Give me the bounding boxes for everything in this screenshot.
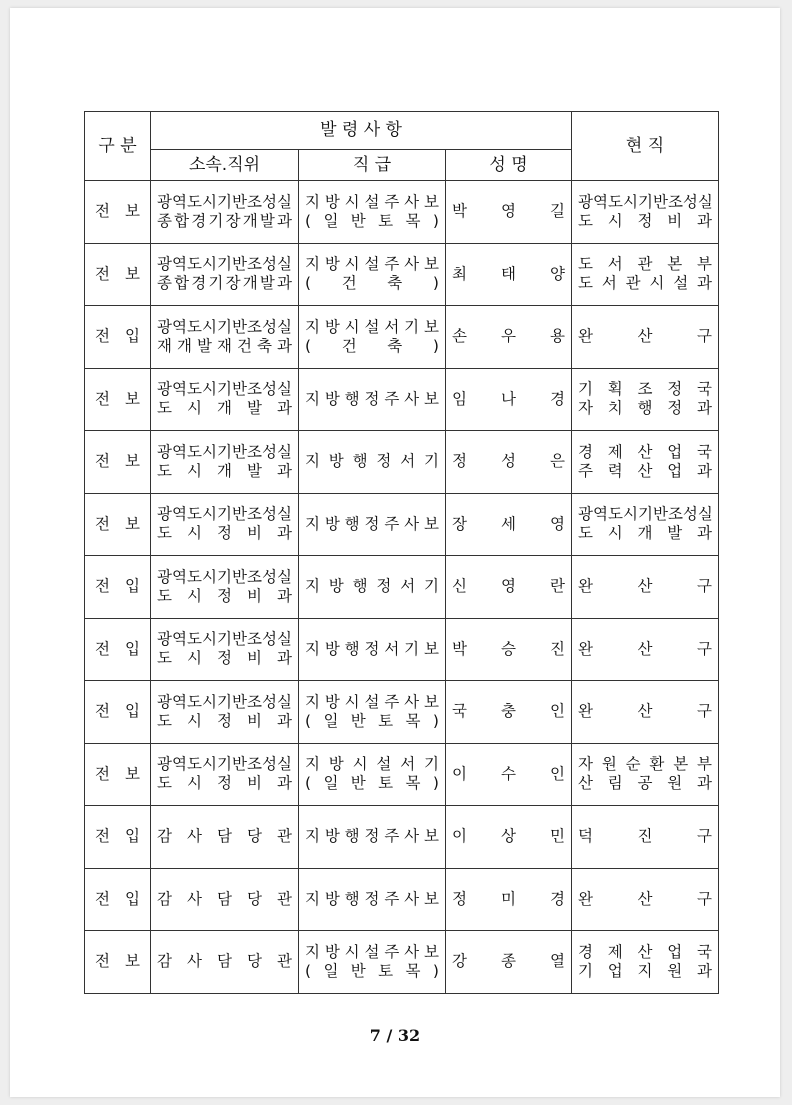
cell-name [446,868,572,931]
cell-current [572,243,719,306]
table-row [85,306,719,369]
affiliation-line: 광 역 도 시 기 반 조 성 실 [157,630,292,649]
affiliation-line: 도 시 정 비 과 [157,711,292,730]
current-line: 완 산 구 [578,577,713,596]
cell-current [572,868,719,931]
affiliation-line: 종 합 경 기 장 개 발 과 [157,274,292,293]
cell-name [446,368,572,431]
current-line: 도 서 관 시 설 과 [578,274,712,293]
cell-name [446,743,572,806]
current-line: 기 업 지 원 과 [578,961,713,980]
cell-gubun [85,868,151,931]
grade-line: 지 방 행 정 서 기 [305,452,439,471]
cell-affiliation [151,556,299,619]
affiliation-line: 광 역 도 시 기 반 조 성 실 [157,442,292,461]
cell-current [572,556,719,619]
cell-grade [299,868,446,931]
header-gubun: 구 분 [85,112,151,181]
affiliation-line: 종 합 경 기 장 개 발 과 [157,211,292,230]
header-name: 성 명 [446,150,572,181]
cell-grade [299,431,446,494]
grade-line: 지 방 행 정 서 기 보 [305,639,439,658]
cell-current [572,368,719,431]
cell-affiliation [151,806,299,869]
grade-line: ( 일 반 토 목 ) [305,774,439,793]
table-row [85,681,719,744]
grade-line: ( 일 반 토 목 ) [305,961,439,980]
gubun-text: 전 입 [95,827,140,846]
affiliation-line: 광 역 도 시 기 반 조 성 실 [157,755,292,774]
personnel-order-table [84,111,719,994]
grade-line: 지 방 행 정 서 기 [305,577,439,596]
gubun-text: 전 입 [95,702,140,721]
cell-affiliation [151,493,299,556]
grade-line: ( 건 축 ) [305,336,439,355]
affiliation-line: 도 시 정 비 과 [157,524,292,543]
cell-affiliation [151,618,299,681]
affiliation-line: 도 시 개 발 과 [157,461,292,480]
gubun-text: 전 보 [95,764,140,783]
cell-gubun [85,681,151,744]
cell-name [446,618,572,681]
grade-line: 지 방 시 설 주 사 보 [305,692,439,711]
grade-line: 지 방 행 정 주 사 보 [305,389,439,408]
affiliation-line: 감 사 담 당 관 [157,952,292,971]
table-row [85,743,719,806]
current-line: 자 치 행 정 과 [578,399,713,418]
cell-name [446,806,572,869]
grade-line: 지 방 시 설 서 기 보 [305,317,439,336]
affiliation-line: 광 역 도 시 기 반 조 성 실 [157,317,292,336]
cell-name [446,556,572,619]
affiliation-line: 감 사 담 당 관 [157,827,292,846]
cell-grade [299,806,446,869]
name-text: 박 영 길 [452,202,566,221]
current-line: 경 제 산 업 국 [578,942,713,961]
cell-affiliation [151,181,299,244]
affiliation-line: 도 시 정 비 과 [157,774,292,793]
cell-current [572,681,719,744]
cell-affiliation [151,431,299,494]
affiliation-line: 광 역 도 시 기 반 조 성 실 [157,380,292,399]
cell-current [572,431,719,494]
header-row-top [85,112,719,150]
cell-affiliation [151,743,299,806]
cell-gubun [85,493,151,556]
grade-line: 지 방 시 설 서 기 [305,755,439,774]
name-text: 신 영 란 [452,577,566,596]
cell-name [446,931,572,994]
gubun-text: 전 보 [95,202,140,221]
name-text: 박 승 진 [452,639,566,658]
cell-gubun [85,431,151,494]
name-text: 정 성 은 [452,452,566,471]
grade-line: ( 일 반 토 목 ) [305,211,439,230]
cell-affiliation [151,868,299,931]
table-row [85,181,719,244]
table-row [85,868,719,931]
table-row [85,368,719,431]
table-row [85,618,719,681]
cell-current [572,306,719,369]
gubun-text: 전 보 [95,514,140,533]
cell-current [572,806,719,869]
gubun-text: 전 보 [95,264,140,283]
cell-gubun [85,368,151,431]
cell-name [446,493,572,556]
grade-line: 지 방 행 정 주 사 보 [305,514,439,533]
header-grade: 직 급 [299,150,446,181]
grade-line: 지 방 행 정 주 사 보 [305,827,439,846]
affiliation-line: 광 역 도 시 기 반 조 성 실 [157,692,292,711]
cell-grade [299,493,446,556]
cell-gubun [85,243,151,306]
cell-gubun [85,181,151,244]
cell-affiliation [151,681,299,744]
current-line: 도 시 개 발 과 [578,524,713,543]
current-line: 자 원 순 환 본 부 [578,755,712,774]
gubun-text: 전 보 [95,952,140,971]
table-row [85,243,719,306]
cell-current [572,618,719,681]
current-line: 기 획 조 정 국 [578,380,713,399]
cell-grade [299,181,446,244]
affiliation-line: 도 시 개 발 과 [157,399,292,418]
cell-gubun [85,743,151,806]
cell-name [446,681,572,744]
current-line: 주 력 산 업 과 [578,461,713,480]
affiliation-line: 광 역 도 시 기 반 조 성 실 [157,567,292,586]
current-line: 광 역 도 시 기 반 조 성 실 [578,192,713,211]
current-line: 도 시 정 비 과 [578,211,713,230]
grade-line: 지 방 시 설 주 사 보 [305,942,439,961]
affiliation-line: 광 역 도 시 기 반 조 성 실 [157,255,292,274]
current-line: 완 산 구 [578,702,713,721]
current-line: 완 산 구 [578,889,713,908]
table-row [85,556,719,619]
cell-grade [299,368,446,431]
current-line: 완 산 구 [578,639,713,658]
gubun-text: 전 입 [95,639,140,658]
name-text: 정 미 경 [452,889,566,908]
current-line: 완 산 구 [578,327,713,346]
name-text: 최 태 양 [452,264,566,283]
current-line: 도 서 관 본 부 [578,255,713,274]
cell-current [572,493,719,556]
cell-grade [299,931,446,994]
affiliation-line: 도 시 정 비 과 [157,649,292,668]
cell-current [572,181,719,244]
cell-grade [299,556,446,619]
cell-gubun [85,931,151,994]
grade-line: ( 건 축 ) [305,274,439,293]
affiliation-line: 광 역 도 시 기 반 조 성 실 [157,505,292,524]
gubun-text: 전 입 [95,889,140,908]
page-number: 7 / 32 [369,1026,421,1045]
table-row [85,431,719,494]
current-line: 산 림 공 원 과 [578,774,713,793]
current-line: 광 역 도 시 기 반 조 성 실 [578,505,713,524]
name-text: 손 우 용 [452,327,566,346]
cell-grade [299,681,446,744]
name-text: 장 세 영 [452,514,566,533]
name-text: 강 종 열 [452,952,566,971]
cell-gubun [85,556,151,619]
cell-gubun [85,618,151,681]
cell-affiliation [151,931,299,994]
table-row [85,931,719,994]
gubun-text: 전 보 [95,452,140,471]
cell-name [446,243,572,306]
gubun-text: 전 입 [95,327,140,346]
cell-grade [299,306,446,369]
grade-line: 지 방 시 설 주 사 보 [305,255,439,274]
grade-line: ( 일 반 토 목 ) [305,711,439,730]
gubun-text: 전 입 [95,577,140,596]
cell-grade [299,618,446,681]
affiliation-line: 광 역 도 시 기 반 조 성 실 [157,192,292,211]
gubun-text: 전 보 [95,389,140,408]
cell-name [446,306,572,369]
name-text: 국 충 인 [452,702,566,721]
grade-line: 지 방 행 정 주 사 보 [305,889,439,908]
cell-name [446,181,572,244]
affiliation-line: 재 개 발 재 건 축 과 [157,336,292,355]
table-row [85,493,719,556]
cell-name [446,431,572,494]
current-line: 덕 진 구 [578,827,713,846]
table-row [85,806,719,869]
cell-grade [299,743,446,806]
header-order: 발 령 사 항 [151,112,572,150]
cell-affiliation [151,306,299,369]
header-affiliation: 소속.직위 [151,150,299,181]
cell-gubun [85,306,151,369]
affiliation-line: 감 사 담 당 관 [157,889,292,908]
cell-current [572,743,719,806]
cell-affiliation [151,368,299,431]
cell-current [572,931,719,994]
header-current: 현 직 [572,112,719,181]
name-text: 이 상 민 [452,827,566,846]
grade-line: 지 방 시 설 주 사 보 [305,192,439,211]
name-text: 이 수 인 [452,764,566,783]
name-text: 임 나 경 [452,389,566,408]
affiliation-line: 도 시 정 비 과 [157,586,292,605]
current-line: 경 제 산 업 국 [578,442,713,461]
cell-affiliation [151,243,299,306]
cell-grade [299,243,446,306]
cell-gubun [85,806,151,869]
document-page [10,8,780,1097]
